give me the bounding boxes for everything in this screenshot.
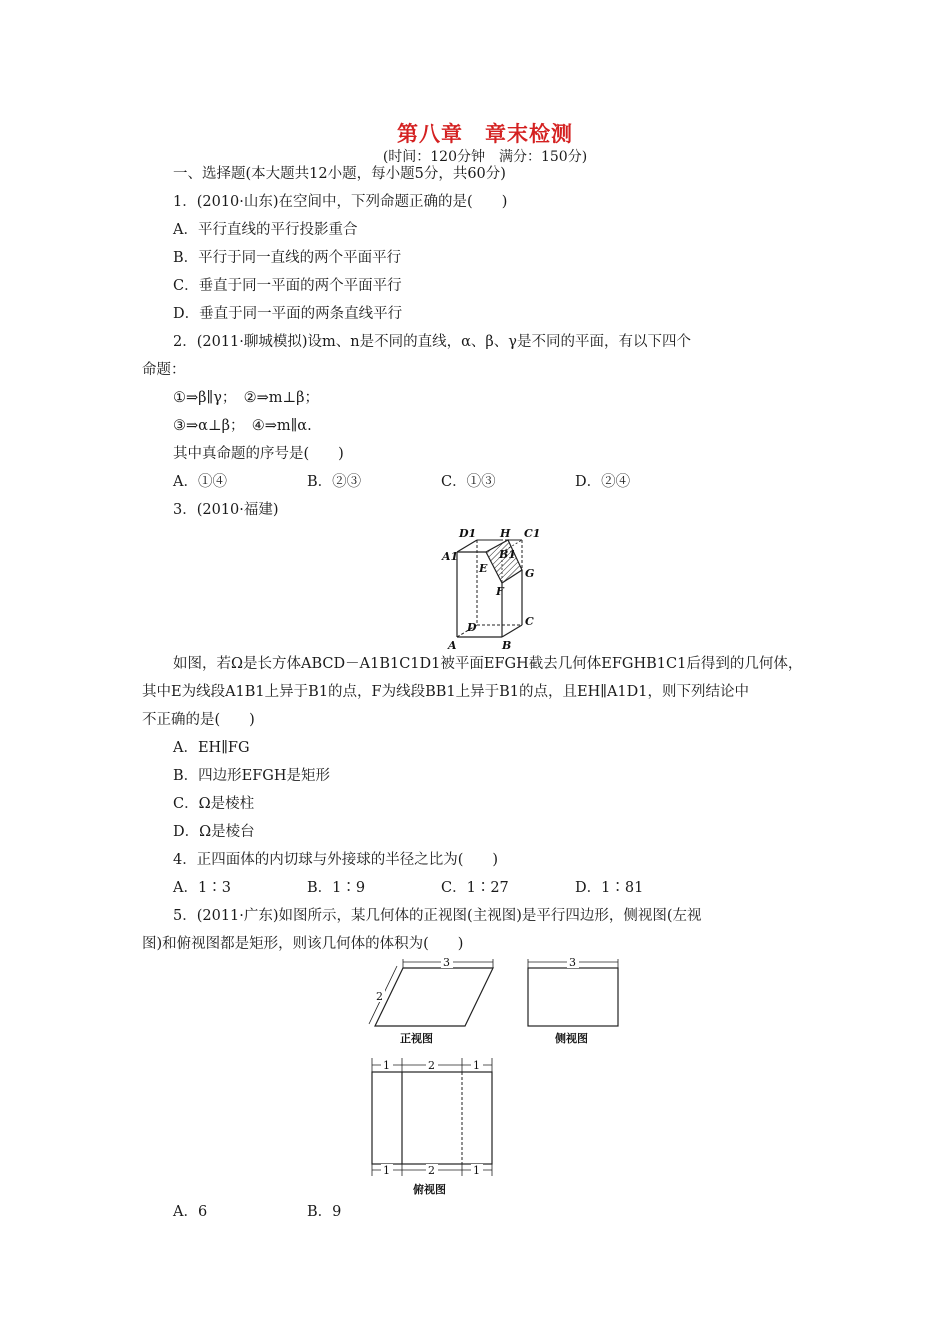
q2-ask: 其中真命题的序号是( ) (173, 446, 344, 462)
q3-option-c: C．Ω是棱柱 (173, 796, 255, 812)
q5-option-b: B．9 (307, 1204, 342, 1220)
q3-text-line3: 不正确的是( ) (142, 712, 255, 728)
cuboid-figure (430, 525, 550, 653)
label-d: D (467, 621, 477, 634)
side-rectangle (528, 968, 618, 1026)
page-subtitle: (时间：120分钟 满分：150分) (382, 149, 588, 165)
cut-plane-efgh (486, 540, 522, 583)
label-b: B (502, 639, 512, 652)
side-view-caption: 侧视图 (555, 1032, 588, 1045)
q4-option-d: D．1∶81 (575, 880, 644, 896)
label-a: A (448, 639, 457, 652)
front-parallelogram (375, 968, 493, 1026)
label-c1: C1 (524, 527, 541, 540)
q2-option-d: D．②④ (575, 474, 631, 490)
top-rectangle (372, 1072, 492, 1164)
label-d1: D1 (459, 527, 477, 540)
top-view-caption: 俯视图 (413, 1183, 446, 1196)
q1-option-a: A．平行直线的平行投影重合 (173, 222, 358, 238)
front-dim-top: 3 (443, 956, 450, 969)
front-dim-slant: 2 (376, 990, 383, 1003)
q4-option-b: B．1∶9 (307, 880, 366, 896)
q2-propositions-2: ③⇒α⊥β； ④⇒m∥α. (173, 418, 312, 434)
top-dim-upper-3: 1 (473, 1059, 480, 1072)
q2-propositions-1: ①⇒β∥γ； ②⇒m⊥β； (173, 390, 320, 406)
q3-option-a: A．EH∥FG (173, 740, 250, 756)
q3-option-d: D．Ω是棱台 (173, 824, 255, 840)
label-f: F (496, 585, 504, 598)
label-h: H (500, 527, 511, 540)
q2-option-a: A．①④ (173, 474, 227, 490)
q5-stem-line2: 图)和俯视图都是矩形，则该几何体的体积为( ) (142, 936, 464, 952)
label-e: E (479, 562, 488, 575)
side-view-figure (525, 958, 625, 1048)
q2-stem-line1: 2．(2011·聊城模拟)设m、n是不同的直线，α、β、γ是不同的平面，有以下四个 (173, 334, 691, 350)
q1-stem: 1．(2010·山东)在空间中，下列命题正确的是( ) (173, 194, 508, 210)
q5-stem-line1: 5．(2011·广东)如图所示，某几何体的正视图(主视图)是平行四边形，侧视图(左视 (173, 908, 702, 924)
label-a1: A1 (442, 550, 459, 563)
side-dim-top: 3 (569, 956, 576, 969)
q4-option-c: C．1∶27 (441, 880, 509, 896)
label-c: C (525, 615, 534, 628)
top-dim-lower-2: 2 (428, 1164, 435, 1177)
q4-stem: 4．正四面体的内切球与外接球的半径之比为( ) (173, 852, 499, 868)
q1-option-b: B．平行于同一直线的两个平面平行 (173, 250, 402, 266)
q5-option-a: A．6 (173, 1204, 208, 1220)
q3-stem: 3．(2010·福建) (173, 502, 279, 518)
label-b1: B1 (499, 548, 516, 561)
edge-a1-d1 (457, 540, 477, 552)
front-view-caption: 正视图 (400, 1032, 433, 1045)
section-heading: 一、选择题(本大题共12小题，每小题5分，共60分) (173, 166, 506, 182)
q2-option-b: B．②③ (307, 474, 362, 490)
q2-stem-line2: 命题： (142, 362, 186, 378)
q3-text-line1: 如图，若Ω是长方体ABCD－A1B1C1D1被平面EFGH截去几何体EFGHB1C1后得到的几何体， (173, 656, 803, 672)
q4-option-a: A．1∶3 (173, 880, 231, 896)
top-dim-upper-1: 1 (383, 1059, 390, 1072)
top-view-figure (365, 1058, 505, 1198)
front-view-figure (355, 958, 505, 1048)
top-dim-upper-2: 2 (428, 1059, 435, 1072)
q3-text-line2: 其中E为线段A1B1上异于B1的点，F为线段BB1上异于B1的点，且EH∥A1D1，则下列结论中 (142, 684, 749, 700)
q2-option-c: C．①③ (441, 474, 496, 490)
page-title: 第八章 章末检测 (397, 122, 573, 146)
top-dim-lower-1: 1 (383, 1164, 390, 1177)
q1-option-c: C．垂直于同一平面的两个平面平行 (173, 278, 402, 294)
top-dim-lower-3: 1 (473, 1164, 480, 1177)
q3-option-b: B．四边形EFGH是矩形 (173, 768, 331, 784)
q1-option-d: D．垂直于同一平面的两条直线平行 (173, 306, 403, 322)
edge-b-c (502, 625, 522, 637)
label-g: G (525, 567, 535, 580)
